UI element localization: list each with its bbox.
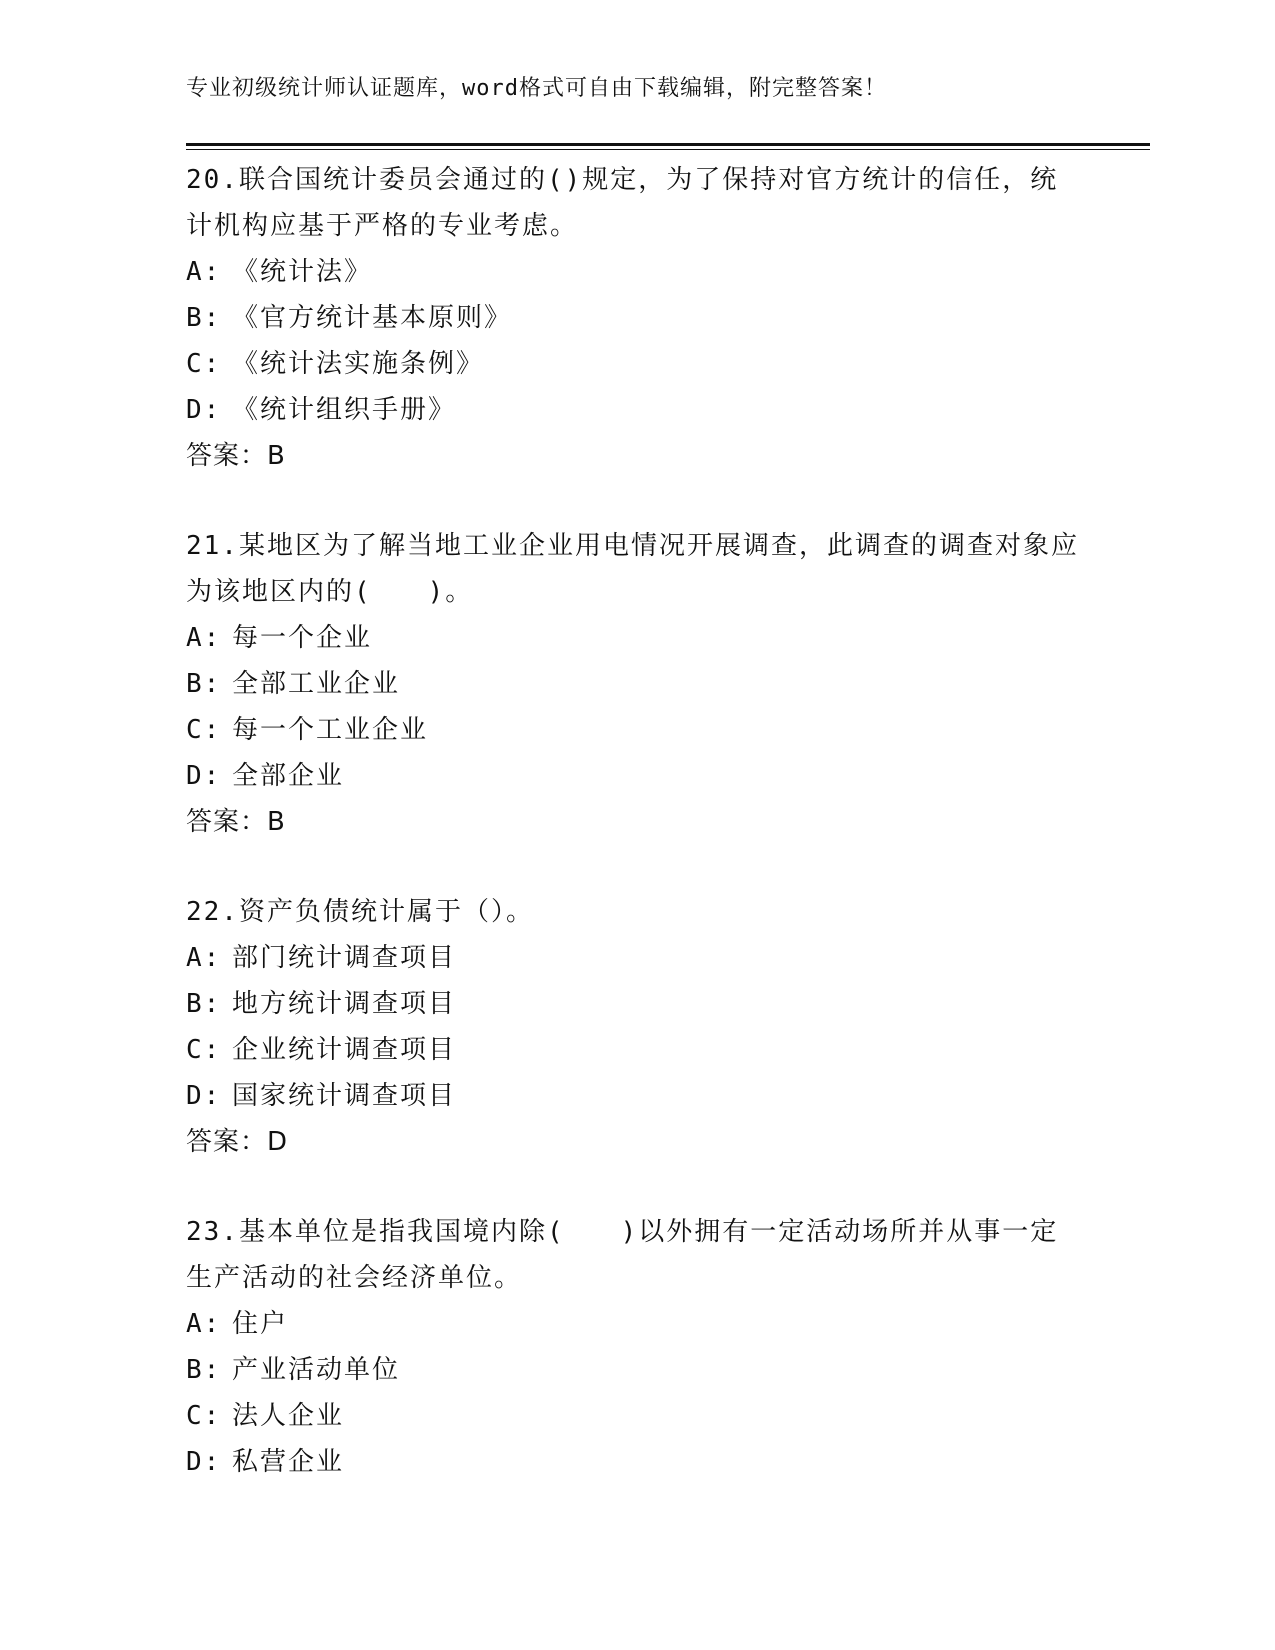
option-text: 《统计组织手册》 bbox=[232, 395, 457, 425]
option-key: B: bbox=[186, 1355, 222, 1385]
option-c bbox=[186, 341, 1086, 387]
option-text: 私营企业 bbox=[232, 1447, 345, 1477]
option-key: A: bbox=[186, 257, 222, 287]
option-a bbox=[186, 615, 1086, 661]
question-list bbox=[186, 157, 1086, 1485]
question-stem: 20.联合国统计委员会通过的()规定，为了保持对官方统计的信任，统计机构应基于严格的专业考虑。 bbox=[186, 165, 1059, 241]
option-b bbox=[186, 1347, 1086, 1393]
option-key: C: bbox=[186, 1401, 222, 1431]
option-key: A: bbox=[186, 623, 222, 653]
option-d bbox=[186, 387, 1086, 433]
option-text: 法人企业 bbox=[232, 1401, 345, 1431]
option-text: 每一个工业企业 bbox=[232, 715, 429, 745]
option-key: A: bbox=[186, 943, 222, 973]
option-a bbox=[186, 1301, 1086, 1347]
option-key: B: bbox=[186, 989, 222, 1019]
question-23 bbox=[186, 1209, 1086, 1485]
option-text: 国家统计调查项目 bbox=[232, 1081, 457, 1111]
question-spacer bbox=[186, 1165, 1086, 1209]
option-text: 地方统计调查项目 bbox=[232, 989, 457, 1019]
option-b bbox=[186, 661, 1086, 707]
option-c bbox=[186, 1393, 1086, 1439]
question-20 bbox=[186, 157, 1086, 479]
option-b bbox=[186, 981, 1086, 1027]
option-key: D: bbox=[186, 1447, 222, 1477]
question-stem: 21.某地区为了解当地工业企业用电情况开展调查，此调查的调查对象应为该地区内的( )。 bbox=[186, 531, 1079, 607]
option-text: 《官方统计基本原则》 bbox=[232, 303, 513, 333]
option-text: 产业活动单位 bbox=[232, 1355, 401, 1385]
question-22 bbox=[186, 889, 1086, 1165]
option-a bbox=[186, 935, 1086, 981]
question-stem: 22.资产负债统计属于（）。 bbox=[186, 897, 534, 927]
option-key: A: bbox=[186, 1309, 222, 1339]
option-key: D: bbox=[186, 395, 222, 425]
option-key: B: bbox=[186, 669, 222, 699]
option-text: 部门统计调查项目 bbox=[232, 943, 457, 973]
option-text: 每一个企业 bbox=[232, 623, 373, 653]
option-key: C: bbox=[186, 1035, 222, 1065]
option-d bbox=[186, 753, 1086, 799]
question-spacer bbox=[186, 845, 1086, 889]
option-d bbox=[186, 1439, 1086, 1485]
option-key: D: bbox=[186, 761, 222, 791]
option-text: 《统计法实施条例》 bbox=[232, 349, 485, 379]
answer-line: 答案：B bbox=[186, 441, 286, 471]
option-a bbox=[186, 249, 1086, 295]
document-header: 专业初级统计师认证题库，word格式可自由下载编辑，附完整答案！ bbox=[186, 76, 887, 101]
option-key: D: bbox=[186, 1081, 222, 1111]
question-21 bbox=[186, 523, 1086, 845]
option-c bbox=[186, 1027, 1086, 1073]
option-key: B: bbox=[186, 303, 222, 333]
question-stem: 23.基本单位是指我国境内除( )以外拥有一定活动场所并从事一定生产活动的社会经济单位。 bbox=[186, 1217, 1059, 1293]
option-text: 全部企业 bbox=[232, 761, 345, 791]
option-text: 《统计法》 bbox=[232, 257, 373, 287]
option-d bbox=[186, 1073, 1086, 1119]
option-b bbox=[186, 295, 1086, 341]
header-divider bbox=[186, 143, 1150, 150]
answer-line: 答案：D bbox=[186, 1127, 289, 1157]
option-text: 全部工业企业 bbox=[232, 669, 401, 699]
question-spacer bbox=[186, 479, 1086, 523]
answer-line: 答案：B bbox=[186, 807, 286, 837]
option-c bbox=[186, 707, 1086, 753]
option-key: C: bbox=[186, 349, 222, 379]
option-text: 住户 bbox=[232, 1309, 289, 1339]
option-key: C: bbox=[186, 715, 222, 745]
option-text: 企业统计调查项目 bbox=[232, 1035, 457, 1065]
